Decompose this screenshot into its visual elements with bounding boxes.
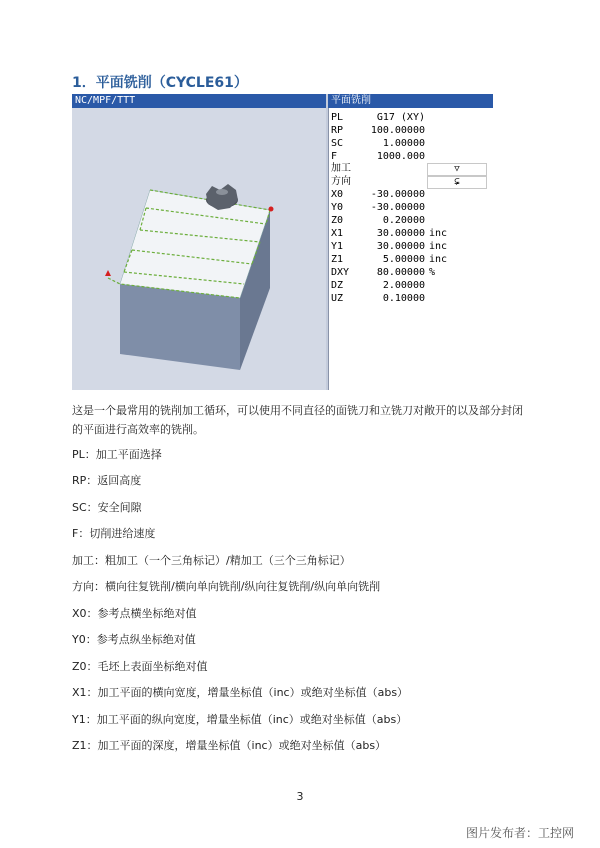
intro-line-1: 这是一个最常用的铣削加工循环，可以使用不同直径的面铣刀和立铣刀对敞开的以及部分封闭	[72, 404, 523, 417]
param-label: 加工	[331, 163, 351, 174]
description-item: PL：加工平面选择	[72, 448, 162, 461]
param-value[interactable]: 1.00000	[359, 138, 425, 150]
description-item: 方向：横向往复铣削/横向单向铣削/纵向往复铣削/纵向单向铣削	[72, 580, 381, 593]
param-label: SC	[331, 138, 344, 149]
param-label: Z0	[331, 215, 344, 226]
param-row	[331, 163, 491, 175]
cycle-title-bar: 平面铣削	[328, 94, 493, 108]
description-item: 加工：粗加工（一个三角标记）/精加工（三个三角标记）	[72, 554, 351, 567]
param-value[interactable]: 80.00000	[359, 267, 425, 279]
param-row	[331, 228, 491, 240]
param-label: DZ	[331, 280, 344, 291]
page-number: 3	[296, 790, 304, 803]
end-marker	[269, 207, 274, 212]
param-row	[331, 293, 491, 305]
param-label: X0	[331, 189, 344, 200]
param-row	[331, 176, 491, 188]
param-value[interactable]: -30.00000	[359, 202, 425, 214]
param-value[interactable]: 1000.000	[359, 151, 425, 163]
param-row	[331, 241, 491, 253]
param-label: Y0	[331, 202, 344, 213]
description-item: Z0：毛坯上表面坐标绝对值	[72, 660, 208, 673]
description-item: RP：返回高度	[72, 474, 142, 487]
description-item: X1：加工平面的横向宽度，增量坐标值（inc）或绝对坐标值（abs）	[72, 686, 409, 699]
param-value[interactable]: G17 (XY)	[359, 112, 425, 124]
param-value[interactable]: 0.10000	[359, 293, 425, 305]
param-value[interactable]: 30.00000	[359, 241, 425, 253]
param-row	[331, 267, 491, 279]
param-label: Y1	[331, 241, 344, 252]
param-select[interactable]: ▽	[427, 163, 487, 176]
param-label: F	[331, 151, 338, 162]
param-label: PL	[331, 112, 344, 123]
param-value[interactable]: 30.00000	[359, 228, 425, 240]
description-item: F：切削进给速度	[72, 527, 156, 540]
description-item: X0：参考点横坐标绝对值	[72, 607, 197, 620]
description-item: SC：安全间隙	[72, 501, 142, 514]
param-unit: inc	[429, 254, 448, 265]
param-value[interactable]: 5.00000	[359, 254, 425, 266]
param-label: Z1	[331, 254, 344, 265]
param-value[interactable]: 100.00000	[359, 125, 425, 137]
param-label: UZ	[331, 293, 344, 304]
description-item: Y0：参考点纵坐标绝对值	[72, 633, 196, 646]
param-row	[331, 202, 491, 214]
program-path-bar: NC/MPF/TTT	[72, 94, 326, 108]
param-value[interactable]: -30.00000	[359, 189, 425, 201]
param-row	[331, 125, 491, 137]
param-row	[331, 189, 491, 201]
param-label: RP	[331, 125, 344, 136]
3d-view	[72, 108, 326, 390]
param-row	[331, 138, 491, 150]
param-row	[331, 112, 491, 124]
param-label: 方向	[331, 176, 351, 187]
section-heading: 1．平面铣削（CYCLE61）	[72, 75, 248, 91]
parameter-panel	[328, 108, 494, 390]
image-credit: 图片发布者：工控网	[465, 826, 574, 840]
description-item: Z1：加工平面的深度，增量坐标值（inc）或绝对坐标值（abs）	[72, 739, 387, 752]
param-unit: inc	[429, 241, 448, 252]
intro-line-2: 的平面进行高效率的铣削。	[72, 423, 204, 436]
param-row	[331, 254, 491, 266]
param-value[interactable]: 2.00000	[359, 280, 425, 292]
param-value[interactable]: 0.20000	[359, 215, 425, 227]
block-front-face	[120, 284, 240, 370]
param-row	[331, 215, 491, 227]
workpiece-illustration	[72, 108, 326, 390]
param-select[interactable]: ⊊	[427, 176, 487, 189]
description-item: Y1：加工平面的纵向宽度，增量坐标值（inc）或绝对坐标值（abs）	[72, 713, 408, 726]
param-unit: inc	[429, 228, 448, 239]
param-row	[331, 151, 491, 163]
param-label: X1	[331, 228, 344, 239]
cycle-screenshot	[72, 94, 493, 390]
param-label: DXY	[331, 267, 350, 278]
param-unit: %	[429, 267, 436, 278]
start-marker	[105, 270, 111, 276]
param-row	[331, 280, 491, 292]
